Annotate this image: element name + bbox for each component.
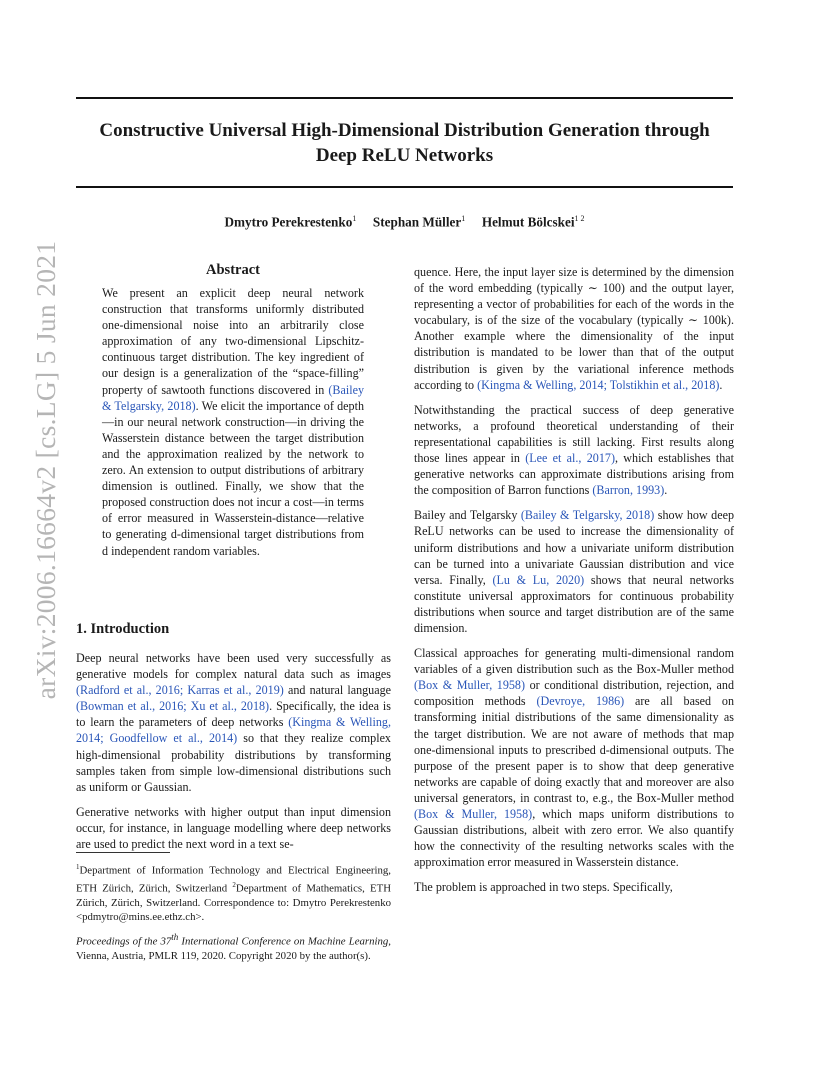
paragraph (76, 650, 391, 795)
text-run: quence. Here, the input layer size is determined by the dimension of the word embedding (typically ∼ 100) and the output layer, representing a vector of probabilities for each of the words in the vocabulary, is of the size of the vocabulary (typically ∼ 100k). Another example where the dimensionality of the input distribution is mandated to be lower than that of the output distribution is given by the variational inference methods according to (414, 265, 734, 392)
author-affiliation: 1 (352, 214, 357, 223)
abstract-text-part: We present an explicit deep neural network construction that transforms uniformly distributed one-dimensional noise into an arbitrarily close approximation of any two-dimensional Lipschitz-continuous target distribution. The key ingredient of our design is a generalization of the “space-filling” property of sawtooth functions discovered in (102, 286, 364, 397)
text-run: , which establishes that generative networks can approximate distributions arising from the composition of Barron functions (414, 451, 734, 498)
paragraph (414, 645, 734, 870)
text-run: Bailey and Telgarsky (414, 508, 521, 523)
citation-link[interactable]: (Lee et al., 2017) (525, 451, 615, 466)
text-run: or conditional distribution, rejection, and composition methods (414, 678, 734, 709)
title-rule-top (76, 97, 733, 99)
text-run: . (719, 377, 723, 392)
text-run: Classical approaches for generating multi-dimensional random variables of a given distribution such as the Box-Muller method (414, 646, 734, 677)
title-line-2: Deep ReLU Networks (315, 145, 494, 166)
citation-link[interactable]: (Box & Muller, 1958) (414, 678, 526, 693)
footnote (76, 860, 391, 924)
footnote-marker: 1 (76, 863, 80, 871)
author-list (76, 214, 733, 230)
text-run: . Specifically, the idea is to learn the parameters of deep networks (76, 699, 391, 730)
introduction-body (76, 650, 391, 861)
arxiv-stamp: arXiv:2006.16664v2 [cs.LG] 5 Jun 2021 (30, 240, 61, 700)
abstract-text-part: . We elicit the importance of depth—in our neural network construction—in driving the Wasserstein distance between the target distribution and the approximation realized by the network to zero. An extension to output distributions of arbitrary dimension is outlined. Finally, we show that the proposed construction does not incur a cost—in terms of error measured in Wasserstein-distance—relative to generating d-dimensional target distributions from d independent random variables. (102, 398, 364, 558)
title-line-1: Constructive Universal High-Dimensional Distribution Generation through (99, 120, 710, 141)
proceedings-note (76, 930, 391, 963)
proceedings-venue: International Conference on Machine Learning (178, 935, 389, 948)
text-run: . (664, 483, 668, 498)
paper-title (76, 118, 733, 168)
proceedings-venue: Proceedings of the 37 (76, 935, 172, 948)
citation-link[interactable]: (Kingma & Welling, 2014; Goodfellow et al., 2014) (76, 715, 391, 746)
footnote-marker: 2 (232, 880, 236, 889)
abstract-heading: Abstract (206, 262, 260, 278)
paragraph: Generative networks with higher output than input dimension occur, for instance, in language modelling where deep networks are used to predict the next word in a text se- (76, 804, 391, 852)
text-run: , which maps uniform distributions to Gaussian distributions, albeit with zero error. We also quantify how the connectivity of the resulting networks scales with the approximation error measured in Wasserstein distance. (414, 807, 734, 870)
text-run: Deep neural networks have been used very successfully as generative models for complex natural data such as images (76, 651, 391, 682)
citation-link[interactable]: (Bowman et al., 2016; Xu et al., 2018) (76, 699, 270, 714)
footnote-rule (76, 852, 170, 853)
right-column (414, 264, 734, 904)
author-name: Stephan Müller (372, 214, 462, 230)
text-run: so that they realize complex high-dimensional probability distributions by transforming samples taken from simple low-dimensional distributions such as uniform or Gaussian. (76, 731, 391, 794)
text-run: Notwithstanding the practical success of deep generative networks, a profound theoretical understanding of their representational capabilities is still lacking. First results along those lines appear in (414, 402, 734, 466)
abstract (102, 262, 364, 568)
paragraph (414, 402, 734, 499)
text-run: are all based on transforming initial distributions of the same dimensionality as the target distribution. We are not aware of methods that map one-dimensional inputs to prescribed d-dimensional outputs. The purpose of the present paper is to show that deep generative networks are capable of doing exactly that and moreover are also universal generators, in contrast to, e.g., the Box-Muller method (414, 694, 734, 805)
proceedings-ordinal: th (171, 932, 179, 942)
section-heading-introduction: 1. Introduction (76, 621, 170, 637)
citation-link[interactable]: (Kingma & Welling, 2014; Tolstikhin et al., 2018) (477, 377, 720, 392)
citation-link[interactable]: (Lu & Lu, 2020) (492, 572, 585, 587)
paragraph: The problem is approached in two steps. Specifically, (414, 880, 673, 895)
citation-link[interactable]: (Bailey & Telgarsky, 2018) (520, 508, 655, 523)
paragraph (414, 264, 734, 393)
title-rule-bottom (76, 186, 733, 188)
author-name: Helmut Bölcskei (481, 214, 575, 230)
text-run: shows that neural networks constitute universal approximators for continuous probability distributions when source and target distribution are of the same dimension. (414, 572, 734, 635)
footnote-text: Department of Mathematics, ETH Zürich, Zürich, Switzerland. Correspondence to: Dmytro Perekrestenko <pdmytro@mins.ee.ethz.ch>. (76, 882, 392, 923)
abstract-text (102, 285, 364, 559)
citation-link[interactable]: (Radford et al., 2016; Karras et al., 2019) (76, 683, 284, 698)
proceedings-text: , Vienna, Austria, PMLR 119, 2020. Copyright 2020 by the author(s). (76, 935, 391, 962)
text-run: and natural language (283, 683, 391, 698)
footnote-text: Department of Information Technology and Electrical Engineering, ETH Zürich, Zürich, Switzerland (76, 864, 391, 895)
author-name: Dmytro Perekrestenko (224, 214, 353, 230)
citation-link[interactable]: (Barron, 1993) (592, 483, 665, 498)
citation-link[interactable]: (Devroye, 1986) (536, 694, 625, 709)
citation-link[interactable]: (Bailey & Telgarsky, 2018) (102, 382, 364, 413)
text-run: show how deep ReLU networks can be used to increase the dimensionality of uniform distributions and how a univariate uniform distribution can be turned into a univariate Gaussian distribution and vice versa. Finally, (414, 508, 734, 587)
citation-link[interactable]: (Box & Muller, 1958) (414, 807, 533, 821)
paragraph (414, 507, 734, 636)
author-affiliation: 1 2 (574, 214, 585, 223)
author-affiliation: 1 (461, 214, 466, 223)
